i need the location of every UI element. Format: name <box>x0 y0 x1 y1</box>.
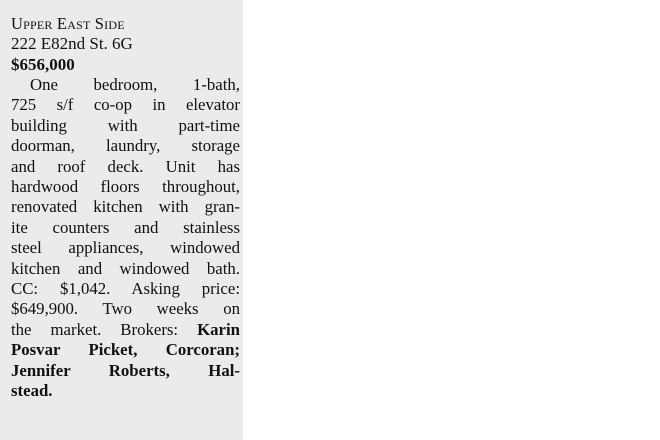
description-line: 725 s/f co-op in elevator <box>11 95 240 115</box>
description-line: $649,900. Two weeks on <box>11 299 240 319</box>
description-line: One bedroom, 1-bath, <box>30 75 240 94</box>
description-line: doorman, laundry, storage <box>11 136 240 156</box>
newspaper-clipping <box>0 0 243 440</box>
description-line: hardwood floors throughout, <box>11 177 240 197</box>
description-line: building with part-time <box>11 115 240 135</box>
listing-price: $656,000 <box>11 55 75 74</box>
brokers-line <box>11 320 240 340</box>
broker-name: Jennifer Roberts, Hal- <box>11 360 240 380</box>
neighborhood-heading: Upper East Side <box>11 14 125 33</box>
description-line: steel appliances, windowed <box>11 238 240 258</box>
listing-description <box>11 75 239 402</box>
description-line: CC: $1,042. Asking price: <box>11 279 240 299</box>
description-line: renovated kitchen with gran- <box>11 197 240 217</box>
listing-address: 222 E82nd St. 6G <box>11 34 133 53</box>
description-line: and roof deck. Unit has <box>11 156 240 176</box>
description-line: kitchen and windowed bath. <box>11 258 240 278</box>
broker-name: Karin <box>197 319 240 339</box>
broker-name: Posvar Picket, Corcoran; <box>11 340 240 360</box>
description-line: ite counters and stainless <box>11 217 240 237</box>
brokers-lead-text: the market. Brokers: <box>11 319 198 339</box>
broker-name: stead. <box>11 381 53 401</box>
